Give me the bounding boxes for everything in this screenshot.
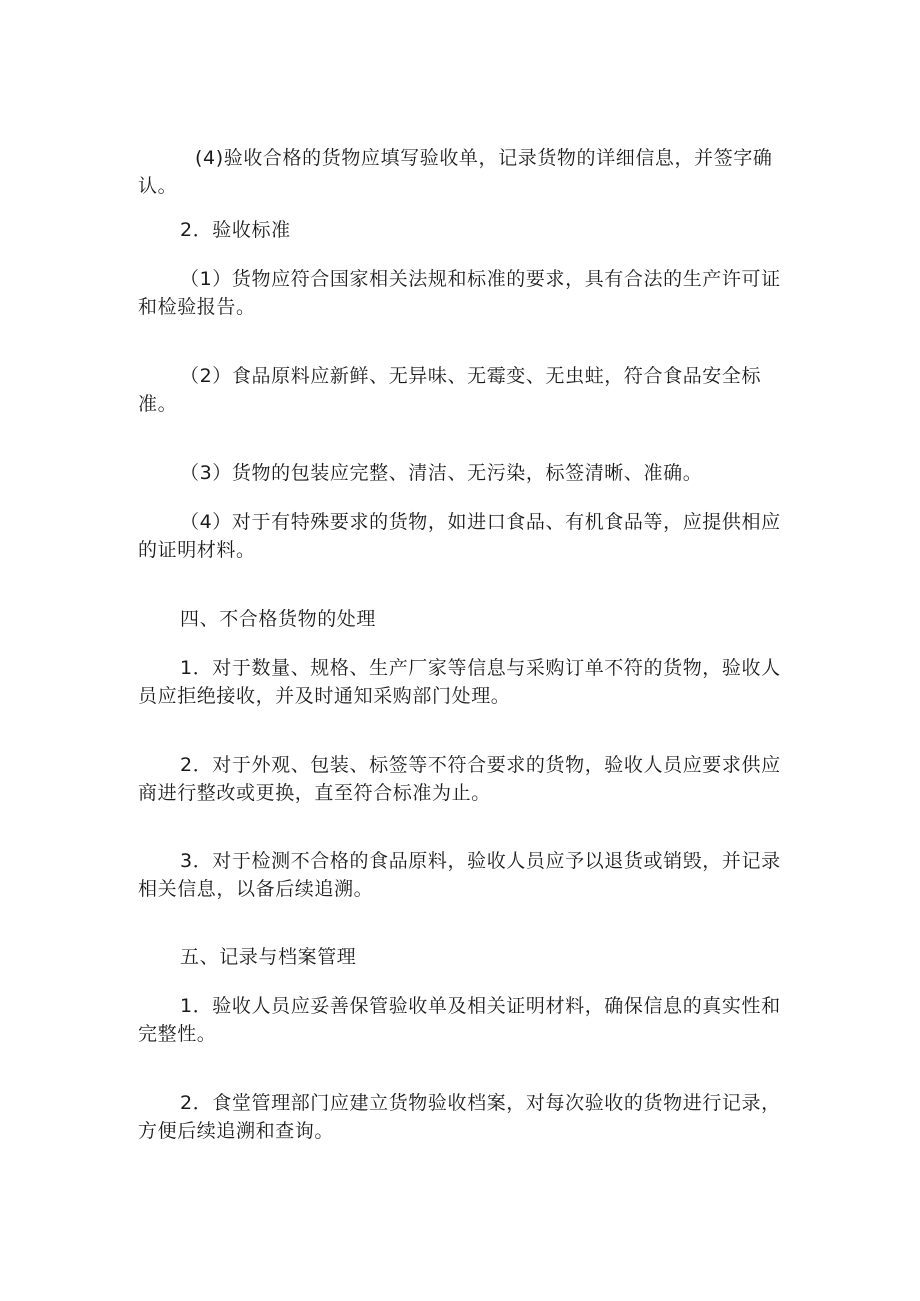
section-heading-records: 五、记录与档案管理	[180, 946, 357, 968]
section-heading-nonconforming: 四、不合格货物的处理	[180, 608, 377, 630]
paragraph-standard-3: （3）货物的包装应完整、清洁、无污染，标签清晰、准确。	[180, 462, 703, 484]
paragraph-standard-1: （1）货物应符合国家相关法规和标准的要求，具有合法的生产许可证和检验报告。	[138, 268, 781, 318]
paragraph-nonconforming-2: 2．对于外观、包装、标签等不符合要求的货物，验收人员应要求供应商进行整改或更换，直至符合标准为止。	[138, 754, 781, 804]
paragraph-standard-4: （4）对于有特殊要求的货物，如进口食品、有机食品等，应提供相应的证明材料。	[138, 511, 781, 561]
paragraph-records-2: 2．食堂管理部门应建立货物验收档案，对每次验收的货物进行记录，方便后续追溯和查询。	[138, 1092, 781, 1142]
paragraph-standard-2: （2）食品原料应新鲜、无异味、无霉变、无虫蛀，符合食品安全标准。	[138, 365, 762, 415]
heading-acceptance-standards: 2．验收标准	[180, 219, 291, 241]
paragraph-records-1: 1．验收人员应妥善保管验收单及相关证明材料，确保信息的真实性和完整性。	[138, 995, 781, 1045]
paragraph-nonconforming-3: 3．对于检测不合格的食品原料，验收人员应予以退货或销毁，并记录相关信息，以备后续追溯。	[138, 850, 781, 900]
paragraph-acceptance-item-4: (4)验收合格的货物应填写验收单，记录货物的详细信息，并签字确认。	[138, 147, 773, 197]
paragraph-nonconforming-1: 1．对于数量、规格、生产厂家等信息与采购订单不符的货物，验收人员应拒绝接收，并及时通知采购部门处理。	[138, 657, 781, 707]
